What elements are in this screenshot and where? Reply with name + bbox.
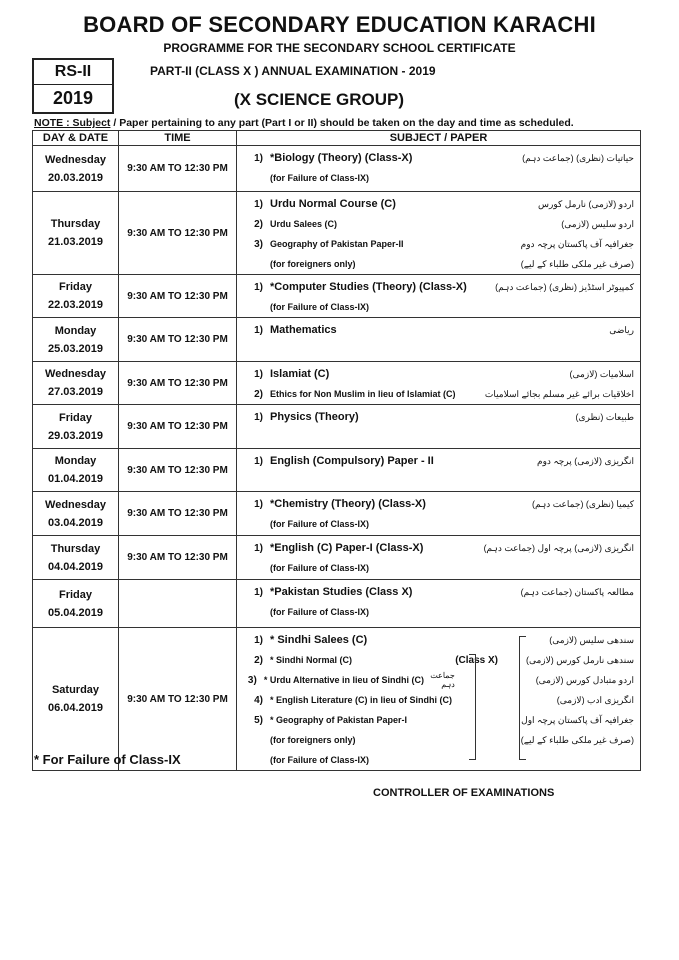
subject-urdu: انگریزی (لازمی) پرچہ اول (جماعت دہم) — [483, 542, 634, 553]
item-number: 2) — [254, 388, 263, 400]
subject-cell — [237, 275, 641, 318]
subject-english: Islamiat (C) — [270, 368, 330, 380]
day-name: Friday — [58, 411, 92, 424]
table-row — [33, 580, 641, 628]
exam-date: 01.04.2019 — [47, 473, 104, 485]
exam-date: 27.03.2019 — [47, 386, 104, 398]
board-title: BOARD OF SECONDARY EDUCATION KARACHI — [83, 12, 596, 37]
header-subject: SUBJECT / PAPER — [237, 131, 641, 146]
subject-english: *Biology (Theory) (Class-X) — [270, 152, 413, 164]
subject-english: Urdu Salees (C) — [270, 219, 338, 229]
subject-english: Ethics for Non Muslim in lieu of Islamiat (C) — [270, 389, 456, 399]
day-name: Thursday — [50, 542, 101, 555]
day-date-cell — [33, 192, 119, 275]
time-cell: 9:30 AM TO 12:30 PM — [119, 146, 237, 192]
controller-signature: CONTROLLER OF EXAMINATIONS — [373, 787, 555, 799]
subject-english: (for foreigners only) — [270, 735, 356, 745]
footnote: * For Failure of Class-IX — [34, 752, 181, 767]
subject-cell — [237, 492, 641, 536]
table-row — [33, 536, 641, 580]
exam-part-title: PART-II (CLASS X ) ANNUAL EXAMINATION - 2019 — [150, 64, 436, 78]
item-number: 1) — [254, 542, 263, 554]
exam-date: 04.04.2019 — [47, 560, 104, 573]
day-date-cell — [33, 449, 119, 492]
exam-date: 25.03.2019 — [47, 342, 104, 355]
schedule-table — [32, 130, 641, 771]
class-bracket-right — [519, 636, 526, 760]
day-name: Monday — [54, 455, 97, 467]
subject-line — [237, 650, 640, 670]
subject-line — [237, 168, 640, 188]
day-date-cell — [33, 362, 119, 405]
day-date-cell — [33, 275, 119, 318]
table-row — [33, 362, 641, 405]
exam-date: 03.04.2019 — [47, 516, 104, 529]
subject-urdu: اردو (لازمی) نارمل کورس — [538, 198, 634, 209]
subject-line — [237, 407, 640, 427]
subject-line — [237, 710, 640, 730]
table-header-row — [33, 131, 641, 146]
time-cell: 9:30 AM TO 12:30 PM — [119, 405, 237, 449]
subject-cell — [237, 580, 641, 628]
subject-urdu: جغرافیہ آف پاکستان پرچہ دوم — [520, 238, 634, 249]
day-name: Wednesday — [45, 368, 106, 380]
exam-date: 05.04.2019 — [47, 606, 104, 619]
class-note: (Class X) — [455, 654, 498, 666]
subject-english: * Sindhi Normal (C) — [270, 655, 353, 665]
subject-line — [237, 494, 640, 514]
subject-cell — [237, 192, 641, 275]
subject-line — [237, 340, 640, 360]
subject-urdu: (صرف غیر ملکی طلباء کے لیے) — [520, 258, 634, 269]
day-date-cell — [33, 405, 119, 449]
day-name: Friday — [58, 281, 92, 293]
subject-english: English (Compulsory) Paper - II — [270, 455, 434, 467]
subject-english: Urdu Normal Course (C) — [270, 198, 396, 210]
subject-line — [237, 602, 640, 622]
subject-urdu: طبیعات (نظری) — [575, 411, 634, 422]
day-name: Monday — [54, 324, 97, 337]
subject-urdu: انگریزی ادب (لازمی) — [556, 694, 634, 705]
subject-urdu: اردو متبادل کورس (لازمی) — [535, 674, 634, 685]
item-number: 1) — [254, 324, 263, 336]
day-name: Wednesday — [45, 498, 106, 511]
subject-english: (for Failure of Class-IX) — [270, 563, 370, 573]
schedule-note — [34, 117, 574, 129]
subject-line — [237, 214, 640, 234]
time-cell: 9:30 AM TO 12:30 PM — [119, 449, 237, 492]
item-number: 1) — [254, 368, 263, 380]
subject-urdu: کیمیا (نظری) (جماعت دہم) — [531, 498, 634, 509]
subject-english: *Chemistry (Theory) (Class-X) — [270, 498, 426, 510]
subject-line — [237, 297, 640, 317]
subject-english: (for foreigners only) — [270, 259, 356, 269]
subject-line — [237, 148, 640, 168]
subject-line — [237, 750, 640, 770]
item-number: 1) — [254, 634, 263, 646]
item-number: 2) — [254, 218, 263, 230]
time-cell: 9:30 AM TO 12:30 PM — [119, 492, 237, 536]
subject-urdu: اردو سلیس (لازمی) — [561, 218, 634, 229]
subject-cell — [237, 362, 641, 405]
subject-english: (for Failure of Class-IX) — [270, 519, 370, 529]
day-date-cell — [33, 580, 119, 628]
day-date-cell — [33, 146, 119, 192]
day-name: Thursday — [50, 218, 101, 230]
exam-date: 20.03.2019 — [47, 171, 104, 184]
subject-urdu: سندھی سلیس (لازمی) — [549, 634, 634, 645]
subject-line — [237, 364, 640, 384]
subject-urdu: ریاضی — [609, 324, 634, 335]
subject-line — [237, 320, 640, 340]
time-cell: 9:30 AM TO 12:30 PM — [119, 536, 237, 580]
subject-english: * Sindhi Salees (C) — [270, 634, 368, 646]
subject-english: Physics (Theory) — [270, 411, 359, 423]
subject-english: * Geography of Pakistan Paper-I — [270, 715, 408, 725]
class-bracket-left — [469, 654, 476, 760]
subject-line — [237, 670, 640, 690]
subject-english: * English Literature (C) in lieu of Sindhi (C) — [270, 695, 452, 705]
subject-urdu: کمپیوٹر اسٹڈیز (نظری) (جماعت دہم) — [495, 281, 634, 292]
subject-english: (for Failure of Class-IX) — [270, 607, 370, 617]
subject-english: Geography of Pakistan Paper-II — [270, 239, 404, 249]
subject-line — [237, 384, 640, 404]
item-number: 1) — [254, 586, 263, 598]
day-name: Friday — [58, 588, 92, 601]
item-number: 1) — [254, 198, 263, 210]
subject-english: *English (C) Paper-I (Class-X) — [270, 542, 424, 554]
subject-urdu: مطالعہ پاکستان (جماعت دہم) — [520, 586, 634, 597]
table-row — [33, 146, 641, 192]
time-cell: 9:30 AM TO 12:30 PM — [119, 628, 237, 771]
header-day-date: DAY & DATE — [33, 131, 119, 146]
table-row — [33, 192, 641, 275]
subject-line — [237, 582, 640, 602]
table-row — [33, 405, 641, 449]
group-title: (X SCIENCE GROUP) — [234, 90, 405, 109]
day-date-cell — [33, 492, 119, 536]
item-number: 1) — [254, 281, 263, 293]
subject-english: *Computer Studies (Theory) (Class-X) — [270, 281, 467, 293]
time-cell: 9:30 AM TO 12:30 PM — [119, 362, 237, 405]
subject-line — [237, 451, 640, 471]
item-number: 3) — [254, 238, 263, 250]
time-cell: 9:30 AM TO 12:30 PM — [119, 275, 237, 318]
subject-line — [237, 194, 640, 214]
exam-date: 22.03.2019 — [47, 299, 104, 311]
subject-line — [237, 471, 640, 491]
day-date-cell — [33, 318, 119, 362]
subject-urdu: اسلامیات (لازمی) — [569, 368, 634, 379]
subject-english: * Urdu Alternative in lieu of Sindhi (C) — [263, 675, 424, 685]
subject-cell — [237, 318, 641, 362]
subject-line — [237, 277, 640, 297]
subject-cell — [237, 405, 641, 449]
table-row — [33, 449, 641, 492]
table-row — [33, 628, 641, 771]
subject-english: Mathematics — [270, 324, 337, 336]
subject-english: *Pakistan Studies (Class X) — [270, 586, 413, 598]
header-time: TIME — [119, 131, 237, 146]
day-name: Saturday — [51, 684, 100, 696]
time-cell: 9:30 AM TO 12:30 PM — [119, 318, 237, 362]
note-text: / Paper pertaining to any part (Part I or II) should be taken on the day and time as scheduled. — [110, 117, 574, 129]
subject-urdu: (صرف غیر ملکی طلباء کے لیے) — [520, 734, 634, 745]
day-date-cell — [33, 536, 119, 580]
subject-english: (for Failure of Class-IX) — [270, 302, 370, 312]
rs-year: 2019 — [52, 88, 94, 108]
item-number: 4) — [254, 694, 263, 706]
subject-urdu: جغرافیہ آف پاکستان پرچہ اول — [521, 714, 634, 725]
exam-date: 29.03.2019 — [47, 429, 104, 442]
subject-english: (for Failure of Class-IX) — [270, 173, 370, 183]
note-label: NOTE : Subject — [34, 117, 111, 129]
subject-line — [237, 427, 640, 447]
subject-urdu: سندھی نارمل کورس (لازمی) — [525, 654, 634, 665]
subject-line — [237, 630, 640, 650]
table-row — [33, 492, 641, 536]
subject-line — [237, 514, 640, 534]
subject-urdu: اخلاقیات برائے غیر مسلم بجائے اسلامیات — [484, 388, 634, 399]
subject-line — [237, 254, 640, 274]
subject-cell — [237, 628, 641, 771]
rs-box — [32, 58, 114, 114]
exam-date: 21.03.2019 — [47, 236, 104, 248]
rs-code: RS-II — [54, 63, 92, 80]
item-number: 1) — [254, 455, 263, 467]
subject-urdu: حیاتیات (نظری) (جماعت دہم) — [522, 152, 634, 163]
subject-urdu: انگریزی (لازمی) پرچہ دوم — [537, 455, 634, 466]
item-number: 1) — [254, 152, 263, 164]
subject-line — [237, 234, 640, 254]
time-cell — [119, 580, 237, 628]
item-number: 5) — [254, 714, 263, 726]
subject-line — [237, 730, 640, 750]
item-number: 1) — [254, 411, 263, 423]
subject-line — [237, 690, 640, 710]
subject-cell — [237, 536, 641, 580]
day-date-cell — [33, 628, 119, 771]
item-number: 2) — [254, 654, 263, 666]
subject-english: (for Failure of Class-IX) — [270, 755, 370, 765]
day-name: Wednesday — [45, 153, 106, 166]
class-note-urdu: جماعت دہم — [430, 671, 455, 689]
subject-cell — [237, 146, 641, 192]
table-row — [33, 275, 641, 318]
subject-cell — [237, 449, 641, 492]
item-number: 3) — [247, 674, 257, 686]
subject-line — [237, 538, 640, 558]
programme-title: PROGRAMME FOR THE SECONDARY SCHOOL CERTIFICATE — [163, 41, 516, 55]
time-cell: 9:30 AM TO 12:30 PM — [119, 192, 237, 275]
subject-line — [237, 558, 640, 578]
item-number: 1) — [254, 498, 263, 510]
exam-date: 06.04.2019 — [47, 702, 104, 714]
table-row — [33, 318, 641, 362]
